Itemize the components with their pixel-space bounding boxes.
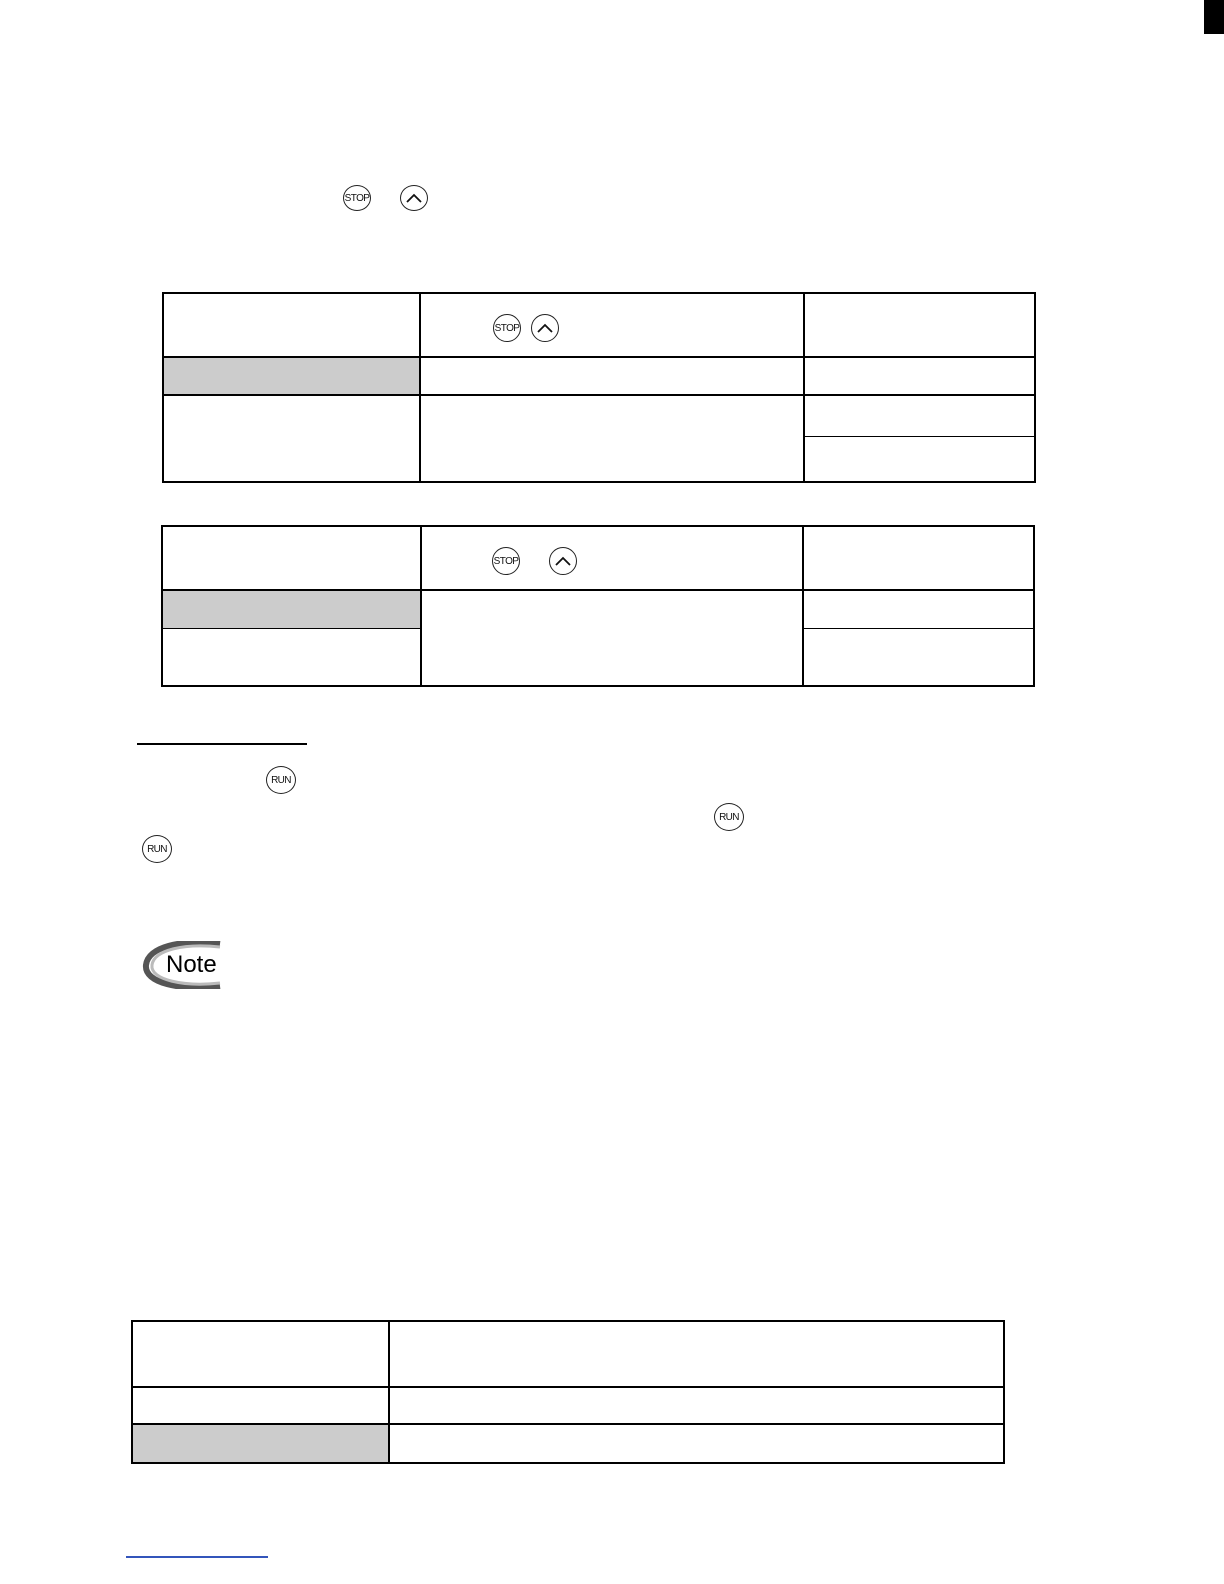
heading-underline — [137, 743, 307, 745]
table-1-row-1-cell-3 — [804, 357, 1035, 395]
table-1-header-cell-2 — [420, 293, 804, 357]
settings-table-3 — [131, 1320, 1005, 1464]
run-key-label: RUN — [719, 811, 739, 823]
run-key-label: RUN — [271, 774, 291, 786]
table-3-row-2-cell-1 — [132, 1424, 389, 1463]
note-label: Note — [166, 951, 217, 978]
table-1-row-1-cell-2 — [420, 357, 804, 395]
table-1-row-2-cell-3 — [804, 395, 1035, 436]
settings-table-2 — [161, 525, 1035, 687]
stop-key-icon — [343, 185, 371, 211]
table-1-header-cell-1 — [163, 293, 420, 357]
run-key-label: RUN — [147, 843, 167, 855]
stop-key-icon — [493, 314, 521, 342]
footer-link-underline[interactable] — [126, 1556, 268, 1558]
page-edge-tab — [1204, 0, 1224, 34]
stop-key-label: STOP — [493, 555, 519, 567]
table-2-row-2-cell-3 — [803, 628, 1034, 686]
up-arrow-key-icon — [531, 314, 559, 342]
table-3-header-cell-1 — [132, 1321, 389, 1387]
settings-table-1 — [162, 292, 1036, 483]
table-1-row-2-cell-2 — [420, 395, 804, 482]
note-badge — [140, 941, 222, 989]
up-arrow-key-icon — [400, 185, 428, 211]
table-2-header-cell-1 — [162, 526, 421, 590]
table-1-row-2-cell-1 — [163, 395, 420, 482]
table-2-header-cell-3 — [803, 526, 1034, 590]
stop-key-label: STOP — [344, 192, 370, 204]
table-2-row-1-cell-2 — [421, 590, 803, 686]
stop-key-icon — [492, 547, 520, 575]
run-key-icon — [714, 803, 744, 831]
table-3-row-1-cell-1 — [132, 1387, 389, 1424]
table-1-row-3-cell-3 — [804, 436, 1035, 482]
run-key-icon — [142, 835, 172, 863]
table-2-row-2-cell-1 — [162, 628, 421, 686]
table-2-row-1-cell-1 — [162, 590, 421, 628]
run-key-icon — [266, 766, 296, 794]
table-2-row-1-cell-3 — [803, 590, 1034, 628]
table-2-header-cell-2 — [421, 526, 803, 590]
table-3-row-1-cell-2 — [389, 1387, 1004, 1424]
up-arrow-key-icon — [549, 547, 577, 575]
table-1-row-1-cell-1 — [163, 357, 420, 395]
table-3-row-2-cell-2 — [389, 1424, 1004, 1463]
stop-key-label: STOP — [494, 322, 520, 334]
table-1-header-cell-3 — [804, 293, 1035, 357]
table-3-header-cell-2 — [389, 1321, 1004, 1387]
